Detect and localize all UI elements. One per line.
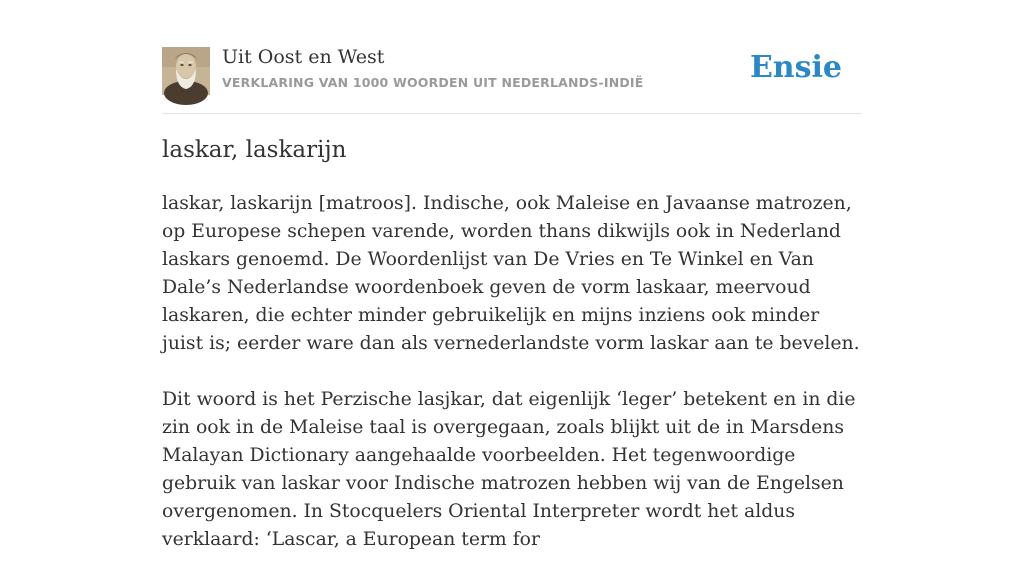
header-divider xyxy=(162,113,862,114)
avatar-image xyxy=(162,47,210,95)
entry-paragraph-1: laskar, laskarijn [matroos]. Indische, ook Maleise en Javaanse matrozen, op Europese schepen varende, worden thans dikwijls ook in Nederland laskars genoemd. De Woordenlijst van De Vries en Te Winkel en Van Dale’s Nederlandse woordenboek geven de vorm laskaar, meervoud laskaren, die echter minder gebruikelijk en mijns inziens ook minder juist is; eerder ware dan als vernederlandste vorm laskar aan te bevelen. xyxy=(162,193,860,354)
header xyxy=(162,46,862,96)
book-subtitle: VERKLARING VAN 1000 WOORDEN UIT NEDERLANDS-INDIË xyxy=(222,75,644,90)
entry-paragraph-2: Dit woord is het Perzische lasjkar, dat eigenlijk ‘leger’ betekent en in die zin ook in de Maleise taal is overgegaan, zoals blijkt uit de in Marsdens Malayan Dictionary aangehaalde voorbeelden. Het tegenwoordige gebruik van laskar voor Indische matrozen hebben wij van de Engelsen overgenomen. In Stocquelers Oriental Interpreter wordt het aldus verklaard: ‘Lascar, a European term for xyxy=(162,389,856,550)
ensie-logo-link[interactable]: Ensie xyxy=(749,50,842,85)
entry-body xyxy=(162,190,862,582)
author-portrait-icon[interactable] xyxy=(162,47,210,95)
book-title[interactable]: Uit Oost en West xyxy=(222,46,385,68)
entry-title: laskar, laskarijn xyxy=(162,137,347,163)
